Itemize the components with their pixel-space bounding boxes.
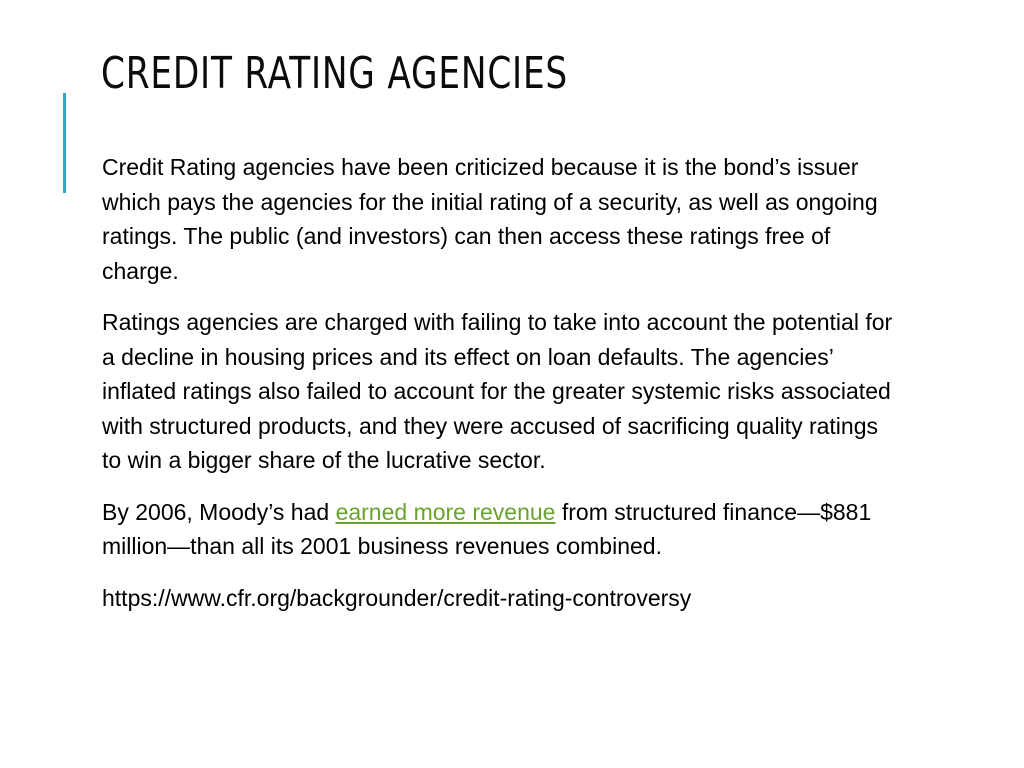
title-accent-bar (63, 93, 66, 193)
slide-body (102, 150, 902, 632)
paragraph-ratings-failures: Ratings agencies are charged with failing to take into account the potential for a decline in housing prices and its effect on loan defaults. The agencies’ inflated ratings also failed to account for the greater systemic risks associated with structured products, and they were accused of sacrificing quality ratings to win a bigger share of the lucrative sector. (102, 309, 893, 473)
earned-more-revenue-link[interactable]: earned more revenue (335, 498, 556, 525)
slide-title: CREDIT RATING AGENCIES (101, 48, 569, 99)
paragraph-moodys-revenue (102, 495, 902, 564)
paragraph-moodys-revenue-end: from structured finance—$881 million—than all its 2001 business revenues combined. (102, 498, 872, 559)
paragraph-issuer-pays: Credit Rating agencies have been criticized because it is the bond’s issuer which pays the agencies for the initial rating of a security, as well as ongoing ratings. The public (and investors) can then access these ratings free of charge. (102, 154, 878, 284)
source-url: https://www.cfr.org/backgrounder/credit-rating-controversy (102, 584, 692, 611)
paragraph-moodys-revenue-start: By 2006, Moody’s had (102, 498, 336, 525)
